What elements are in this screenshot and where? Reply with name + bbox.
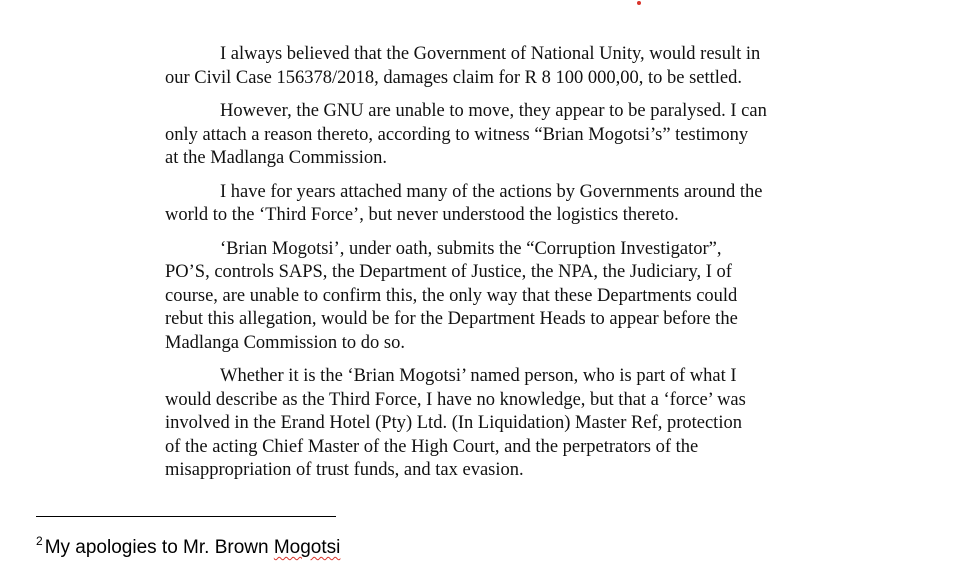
footnote-separator (36, 516, 336, 517)
paragraph-line: rebut this allegation, would be for the Department Heads to appear before the (165, 309, 738, 329)
paragraph-1 (165, 43, 855, 90)
paragraph-line: involved in the Erand Hotel (Pty) Ltd. (In Liquidation) Master Ref, protection (165, 413, 742, 433)
paragraph-line: at the Madlanga Commission. (165, 148, 387, 168)
paragraph-line: world to the ‘Third Force’, but never understood the logistics thereto. (165, 205, 679, 225)
footnote-number: 2 (36, 534, 43, 548)
paragraph-line: However, the GNU are unable to move, they appear to be paralysed. I can (220, 101, 767, 121)
footnote-text: My apologies to Mr. Brown (44, 537, 274, 558)
paragraph-line: I always believed that the Government of National Unity, would result in (220, 44, 761, 64)
paragraph-line: course, are unable to confirm this, the only way that these Departments could (165, 285, 738, 306)
paragraph-line: of the acting Chief Master of the High Court, and the perpetrators of the (165, 436, 699, 457)
paragraph-line: Whether it is the ‘Brian Mogotsi’ named person, who is part of what I (220, 366, 737, 386)
paragraph-line: misappropriation of trust funds, and tax evasion. (165, 460, 524, 480)
paragraph-5 (165, 365, 855, 483)
spellcheck-flagged-word[interactable]: Mogotsi (273, 537, 341, 558)
paragraph-4 (165, 238, 855, 356)
paragraph-line: our Civil Case 156378/2018, damages claim for R 8 100 000,00, to be settled. (165, 67, 743, 88)
footnote (36, 529, 340, 560)
paragraph-line: ‘Brian Mogotsi’, under oath, submits the “Corruption Investigator”, (220, 238, 722, 259)
paragraph-3 (165, 181, 855, 228)
paragraph-line: only attach a reason thereto, according to witness “Brian Mogotsi’s” testimony (165, 124, 749, 145)
paragraph-2 (165, 100, 855, 171)
paragraph-line: would describe as the Third Force, I have no knowledge, but that a ‘force’ was (165, 389, 746, 410)
document-body (165, 43, 855, 493)
paragraph-line: Madlanga Commission to do so. (165, 332, 405, 353)
red-marker-dot (637, 1, 641, 5)
paragraph-line: PO’S, controls SAPS, the Department of Justice, the NPA, the Judiciary, I of (165, 262, 732, 282)
paragraph-line: I have for years attached many of the actions by Governments around the (220, 181, 763, 202)
